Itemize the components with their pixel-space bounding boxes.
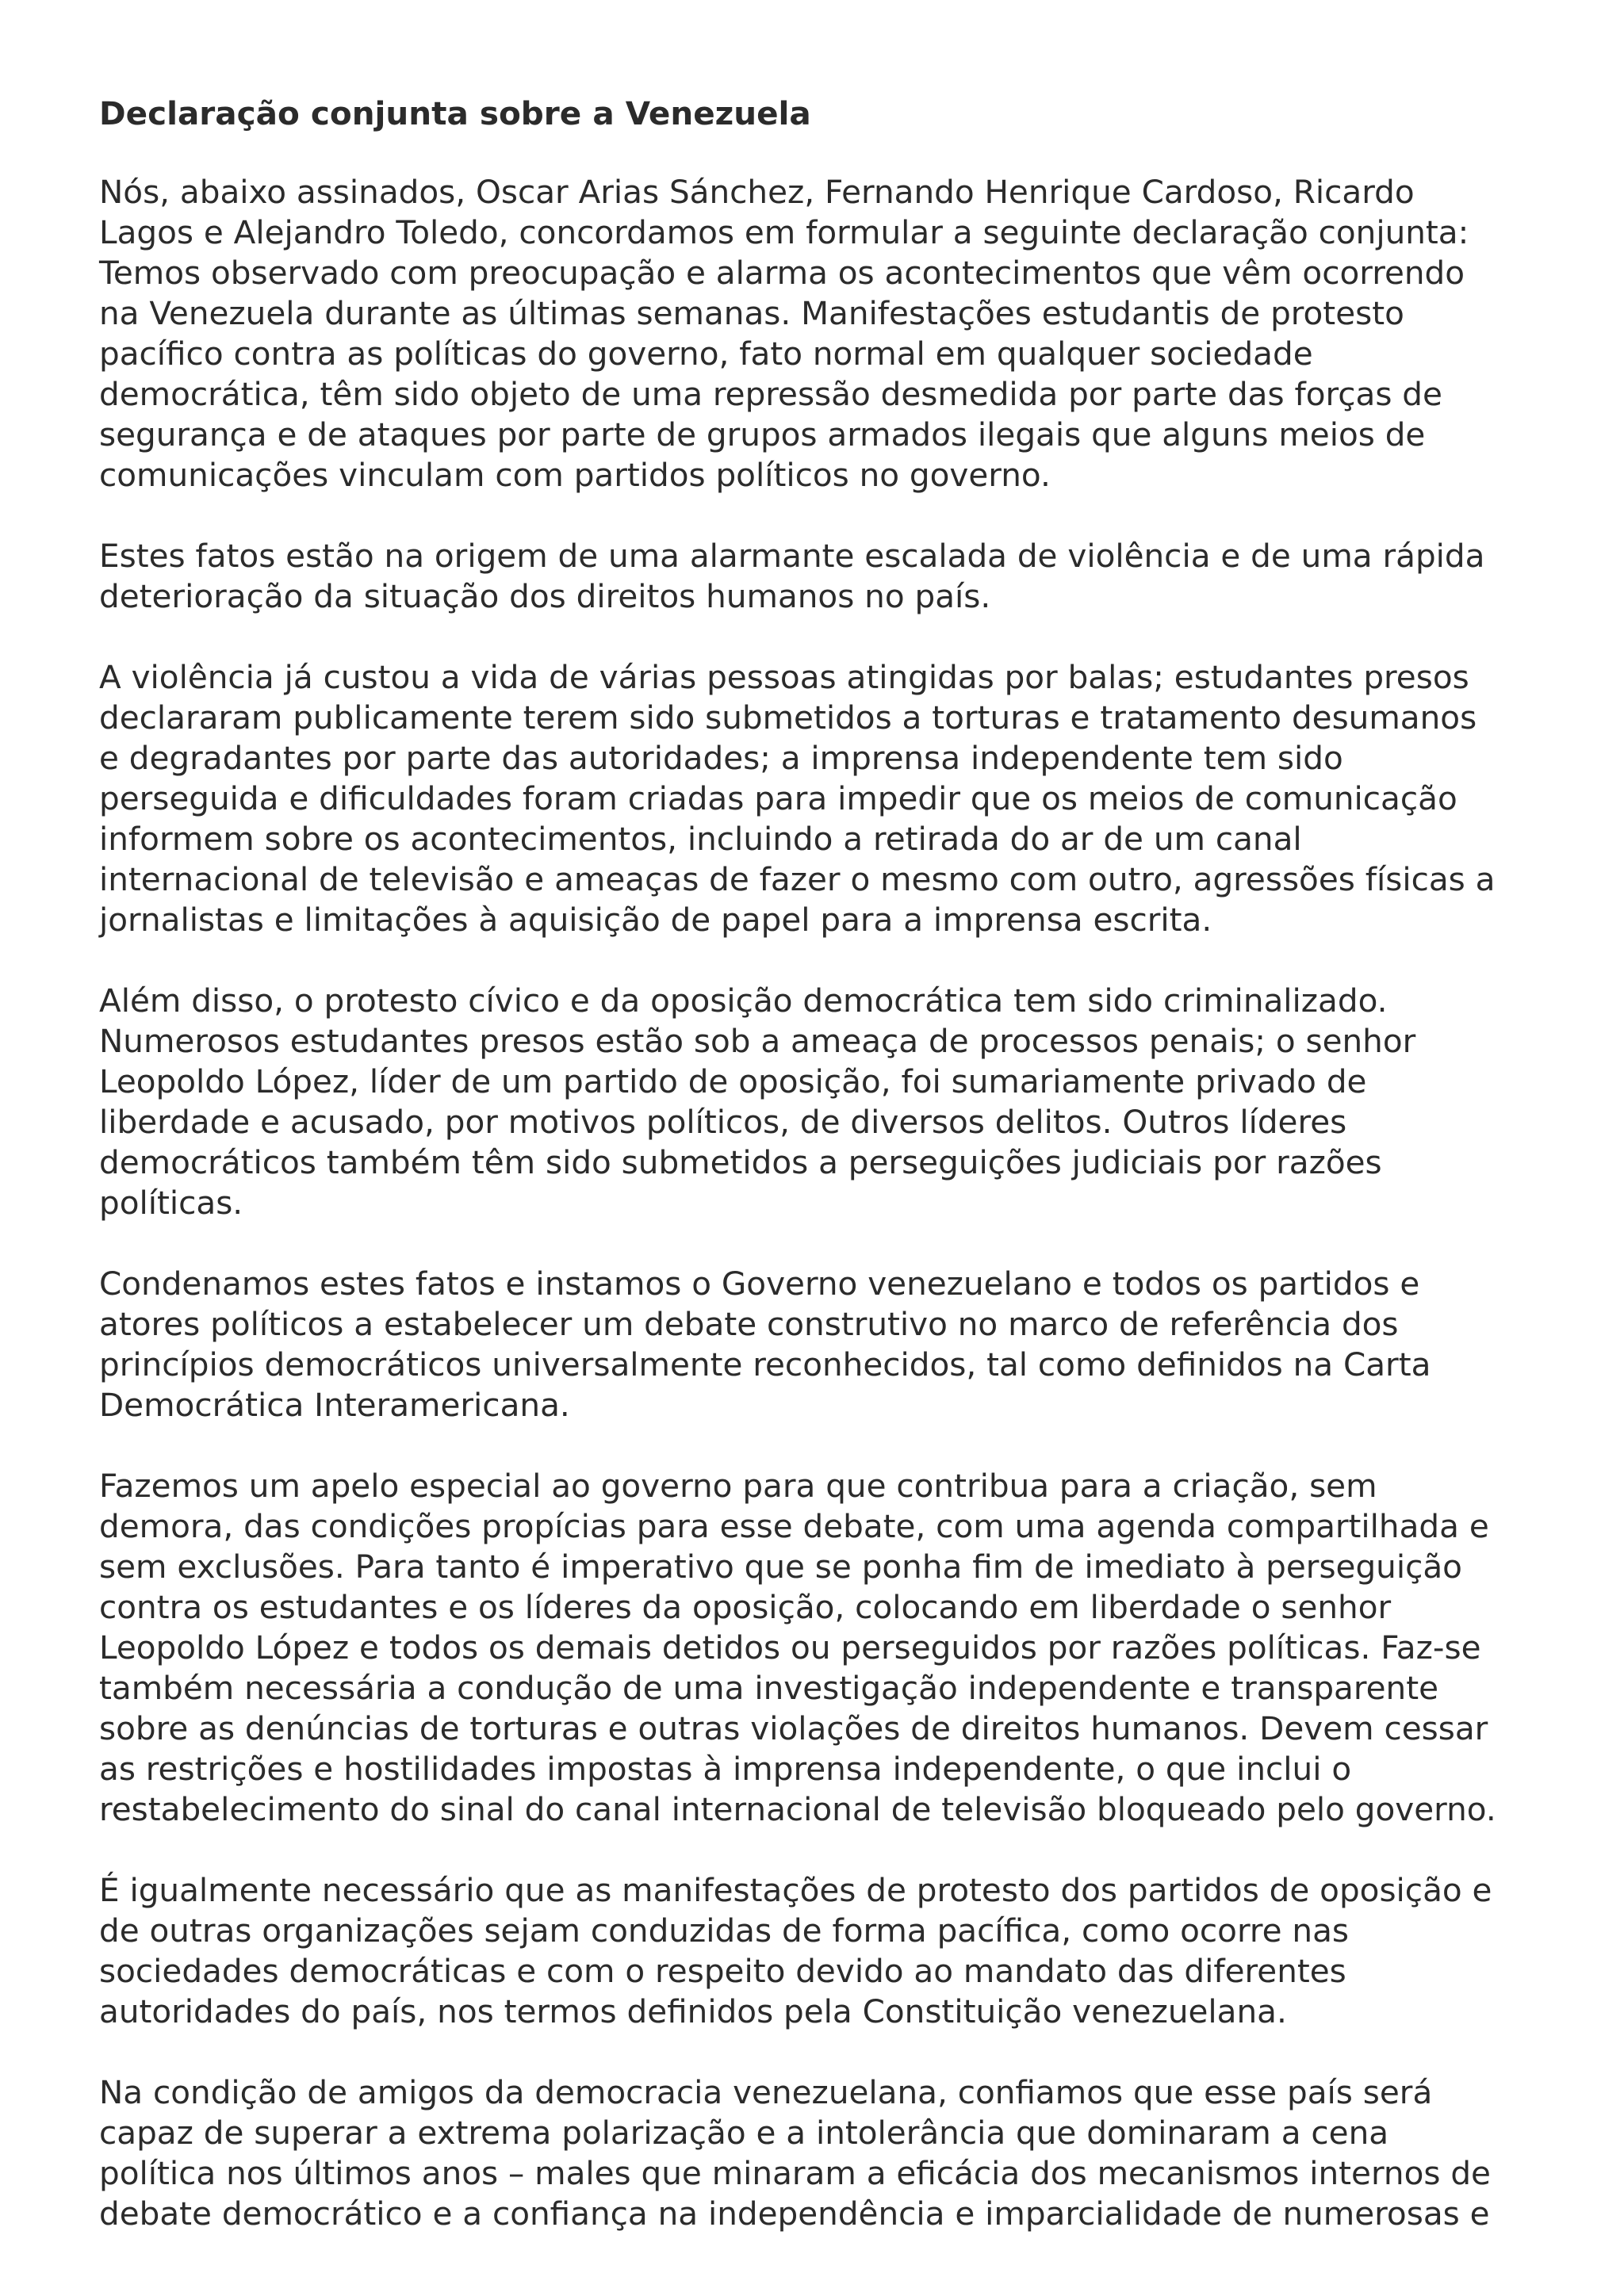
paragraph-line: segurança e de ataques por parte de grupos armados ilegais que alguns meios de: [99, 415, 1426, 453]
paragraph-line: também necessária a condução de uma investigação independente e transparente: [99, 1669, 1438, 1707]
paragraph-line: A violência já custou a vida de várias pessoas atingidas por balas; estudantes presos: [99, 658, 1469, 696]
document-body: [99, 172, 1574, 2234]
paragraph-line: atores políticos a estabelecer um debate construtivo no marco de referência dos: [99, 1305, 1399, 1343]
paragraph-line: políticas.: [99, 1184, 243, 1222]
paragraph-line: declararam publicamente terem sido submetidos a torturas e tratamento desumanos: [99, 698, 1477, 737]
paragraph-line: informem sobre os acontecimentos, incluindo a retirada do ar de um canal: [99, 820, 1302, 858]
paragraph-line: autoridades do país, nos termos definidos pela Constituição venezuelana.: [99, 1992, 1287, 2030]
paragraph-line: debate democrático e a confiança na independência e imparcialidade de numerosas e: [99, 2195, 1490, 2233]
paragraph-line: deterioração da situação dos direitos humanos no país.: [99, 577, 991, 615]
paragraph-5: [99, 1264, 1574, 1425]
paragraph-1: [99, 172, 1574, 496]
paragraph-line: Temos observado com preocupação e alarma os acontecimentos que vêm ocorrendo: [99, 254, 1465, 292]
paragraph-line: sociedades democráticas e com o respeito devido ao mandato das diferentes: [99, 1952, 1346, 1990]
paragraph-7: [99, 1870, 1574, 2032]
document-title: Declaração conjunta sobre a Venezuela: [99, 94, 811, 132]
paragraph-line: democráticos também têm sido submetidos a perseguições judiciais por razões: [99, 1143, 1382, 1181]
paragraph-line: Além disso, o protesto cívico e da oposição democrática tem sido criminalizado.: [99, 982, 1388, 1020]
paragraph-line: democrática, têm sido objeto de uma repressão desmedida por parte das forças de: [99, 375, 1442, 413]
paragraph-3: [99, 657, 1574, 940]
paragraph-line: Na condição de amigos da democracia venezuelana, confiamos que esse país será: [99, 2073, 1433, 2111]
paragraph-line: demora, das condições propícias para esse debate, com uma agenda compartilhada e: [99, 1507, 1489, 1545]
paragraph-line: sem exclusões. Para tanto é imperativo que se ponha fim de imediato à perseguição: [99, 1548, 1462, 1586]
paragraph-line: liberdade e acusado, por motivos políticos, de diversos delitos. Outros líderes: [99, 1103, 1347, 1141]
document-page: [99, 94, 1574, 2275]
paragraph-line: capaz de superar a extrema polarização e a intolerância que dominaram a cena: [99, 2114, 1389, 2152]
paragraph-6: [99, 1466, 1574, 1830]
paragraph-4: [99, 981, 1574, 1223]
paragraph-line: pacífico contra as políticas do governo, fato normal em qualquer sociedade: [99, 335, 1313, 373]
paragraph-line: política nos últimos anos – males que minaram a eficácia dos mecanismos internos de: [99, 2154, 1491, 2192]
paragraph-line: Leopoldo López e todos os demais detidos ou perseguidos por razões políticas. Faz-se: [99, 1628, 1481, 1667]
paragraph-line: contra os estudantes e os líderes da oposição, colocando em liberdade o senhor: [99, 1588, 1392, 1626]
paragraph-line: Nós, abaixo assinados, Oscar Arias Sánchez, Fernando Henrique Cardoso, Ricardo: [99, 173, 1415, 211]
paragraph-2: [99, 536, 1574, 617]
paragraph-line: Condenamos estes fatos e instamos o Governo venezuelano e todos os partidos e: [99, 1265, 1420, 1303]
paragraph-line: restabelecimento do sinal do canal internacional de televisão bloqueado pelo governo.: [99, 1790, 1496, 1828]
paragraph-line: princípios democráticos universalmente reconhecidos, tal como definidos na Carta: [99, 1345, 1431, 1383]
paragraph-line: jornalistas e limitações à aquisição de papel para a imprensa escrita.: [99, 901, 1212, 939]
paragraph-line: internacional de televisão e ameaças de fazer o mesmo com outro, agressões físicas a: [99, 860, 1496, 898]
paragraph-line: É igualmente necessário que as manifestações de protesto dos partidos de oposição e: [99, 1871, 1492, 1909]
paragraph-line: sobre as denúncias de torturas e outras violações de direitos humanos. Devem cessar: [99, 1709, 1488, 1747]
paragraph-line: Lagos e Alejandro Toledo, concordamos em formular a seguinte declaração conjunta:: [99, 213, 1469, 251]
paragraph-line: comunicações vinculam com partidos políticos no governo.: [99, 456, 1051, 494]
paragraph-line: na Venezuela durante as últimas semanas. Manifestações estudantis de protesto: [99, 294, 1404, 332]
paragraph-line: de outras organizações sejam conduzidas de forma pacífica, como ocorre nas: [99, 1911, 1350, 1950]
paragraph-line: Estes fatos estão na origem de uma alarmante escalada de violência e de uma rápida: [99, 537, 1485, 575]
paragraph-8: [99, 2072, 1574, 2234]
paragraph-line: Numerosos estudantes presos estão sob a ameaça de processos penais; o senhor: [99, 1022, 1416, 1060]
paragraph-line: as restrições e hostilidades impostas à imprensa independente, o que inclui o: [99, 1750, 1352, 1788]
paragraph-line: e degradantes por parte das autoridades; a imprensa independente tem sido: [99, 739, 1343, 777]
paragraph-line: Democrática Interamericana.: [99, 1386, 570, 1424]
paragraph-line: Fazemos um apelo especial ao governo para que contribua para a criação, sem: [99, 1467, 1377, 1505]
paragraph-line: perseguida e dificuldades foram criadas para impedir que os meios de comunicação: [99, 779, 1457, 817]
paragraph-line: Leopoldo López, líder de um partido de oposição, foi sumariamente privado de: [99, 1062, 1367, 1100]
